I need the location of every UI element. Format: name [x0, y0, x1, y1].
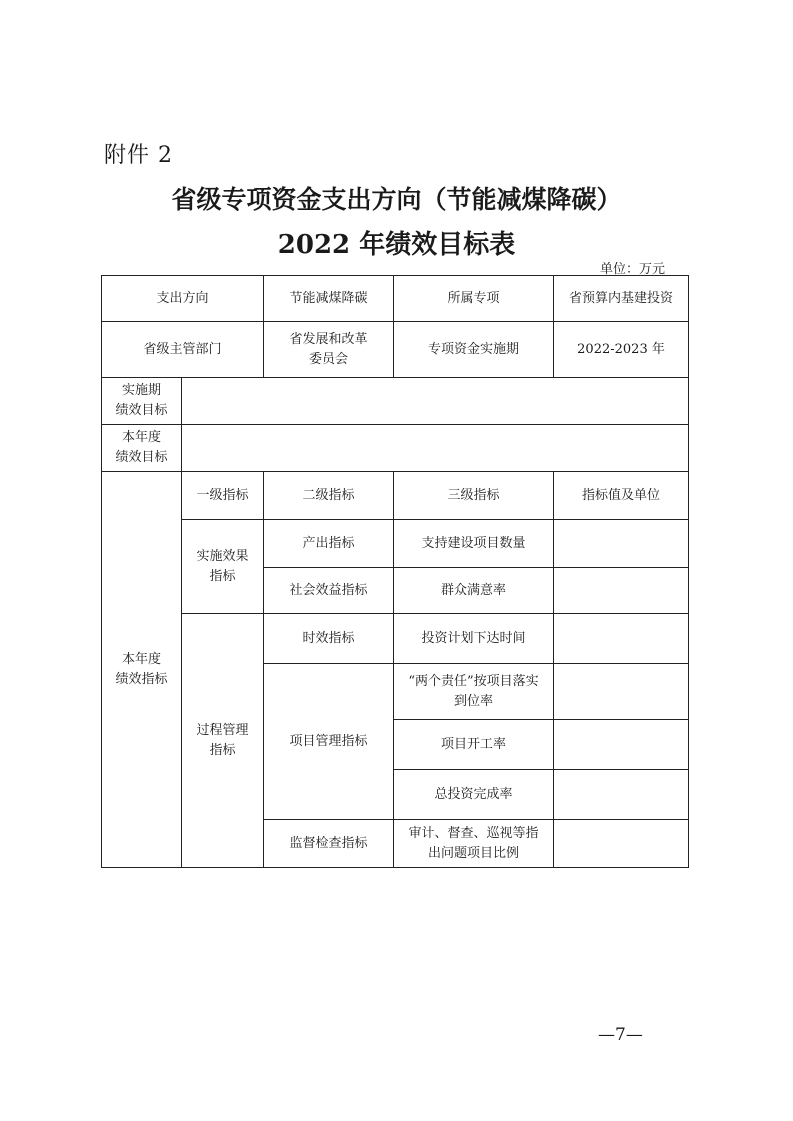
table-row: [102, 520, 689, 568]
supervision-value-cell: [554, 820, 689, 868]
social-value-cell: [554, 568, 689, 614]
pm-item1-line1: “两个责任”按项目落实: [408, 673, 539, 689]
impl-goal-label-line2: 绩效目标: [115, 403, 168, 418]
pm-item1-value-cell: [554, 664, 689, 720]
document-title-line1: 省级专项资金支出方向（节能减煤降碳）: [171, 185, 622, 214]
table-row: [102, 425, 689, 472]
impl-goal-value-cell: [182, 378, 689, 425]
process-indicators-line1: 过程管理: [196, 722, 249, 738]
timeliness-item-cell: 投资计划下达时间: [394, 614, 554, 664]
project-mgmt-indicator-cell: 项目管理指标: [264, 664, 394, 820]
period-value-cell: 2022-2023 年: [554, 322, 689, 378]
pm-item3-cell: 总投资完成率: [394, 770, 554, 820]
table-row: [102, 378, 689, 425]
supervision-item-cell: [394, 820, 554, 868]
social-indicator-cell: 社会效益指标: [264, 568, 394, 614]
social-item-cell: 群众满意率: [394, 568, 554, 614]
output-indicator-cell: 产出指标: [264, 520, 394, 568]
pm-item2-cell: 项目开工率: [394, 720, 554, 770]
timeliness-indicator-cell: 时效指标: [264, 614, 394, 664]
year-indicators-label-cell: [102, 472, 182, 868]
process-indicators-line2: 指标: [209, 742, 236, 758]
effect-indicators-line2: 指标: [209, 568, 236, 584]
header-value-unit: 指标值及单位: [554, 472, 689, 520]
page-number: —7—: [598, 1025, 643, 1045]
direction-value-cell: 节能减煤降碳: [264, 276, 394, 322]
process-indicators-cell: [182, 614, 264, 868]
pm-item2-value-cell: [554, 720, 689, 770]
year-goal-label-cell: [102, 425, 182, 472]
pm-item1-line2: 到位率: [454, 693, 494, 709]
timeliness-value-cell: [554, 614, 689, 664]
supervision-item-line2: 出问题项目比例: [428, 845, 520, 861]
unit-label: 单位：万元: [600, 262, 666, 277]
year-goal-label-line2: 绩效目标: [115, 450, 168, 465]
dept-label-cell: 省级主管部门: [102, 322, 264, 378]
year-indicators-label-line1: 本年度: [121, 651, 161, 667]
year-goal-value-cell: [182, 425, 689, 472]
effect-indicators-line1: 实施效果: [196, 548, 249, 564]
special-value-cell: 省预算内基建投资: [554, 276, 689, 322]
year-indicators-label-line2: 绩效指标: [115, 671, 168, 687]
table-row: [102, 472, 689, 520]
impl-goal-label-line1: 实施期: [121, 383, 161, 398]
performance-table: [101, 275, 689, 868]
table-row: [102, 322, 689, 378]
supervision-indicator-cell: 监督检查指标: [264, 820, 394, 868]
pm-item3-value-cell: [554, 770, 689, 820]
header-level1: 一级指标: [182, 472, 264, 520]
period-label-cell: 专项资金实施期: [394, 322, 554, 378]
year-goal-label-line1: 本年度: [121, 430, 161, 445]
direction-label-cell: 支出方向: [102, 276, 264, 322]
supervision-item-line1: 审计、督查、巡视等指: [408, 825, 539, 841]
attachment-label: 附件 2: [104, 143, 173, 168]
special-label-cell: 所属专项: [394, 276, 554, 322]
dept-value-line1: 省发展和改革: [289, 331, 368, 347]
impl-goal-label-cell: [102, 378, 182, 425]
dept-value-cell: [264, 322, 394, 378]
effect-indicators-cell: [182, 520, 264, 614]
dept-value-line2: 委员会: [309, 351, 349, 367]
document-title-line2: 2022 年绩效目标表: [277, 230, 516, 260]
header-level2: 二级指标: [264, 472, 394, 520]
output-item-cell: 支持建设项目数量: [394, 520, 554, 568]
table-row: [102, 614, 689, 664]
header-level3: 三级指标: [394, 472, 554, 520]
table-row: [102, 276, 689, 322]
pm-item1-cell: [394, 664, 554, 720]
output-value-cell: [554, 520, 689, 568]
